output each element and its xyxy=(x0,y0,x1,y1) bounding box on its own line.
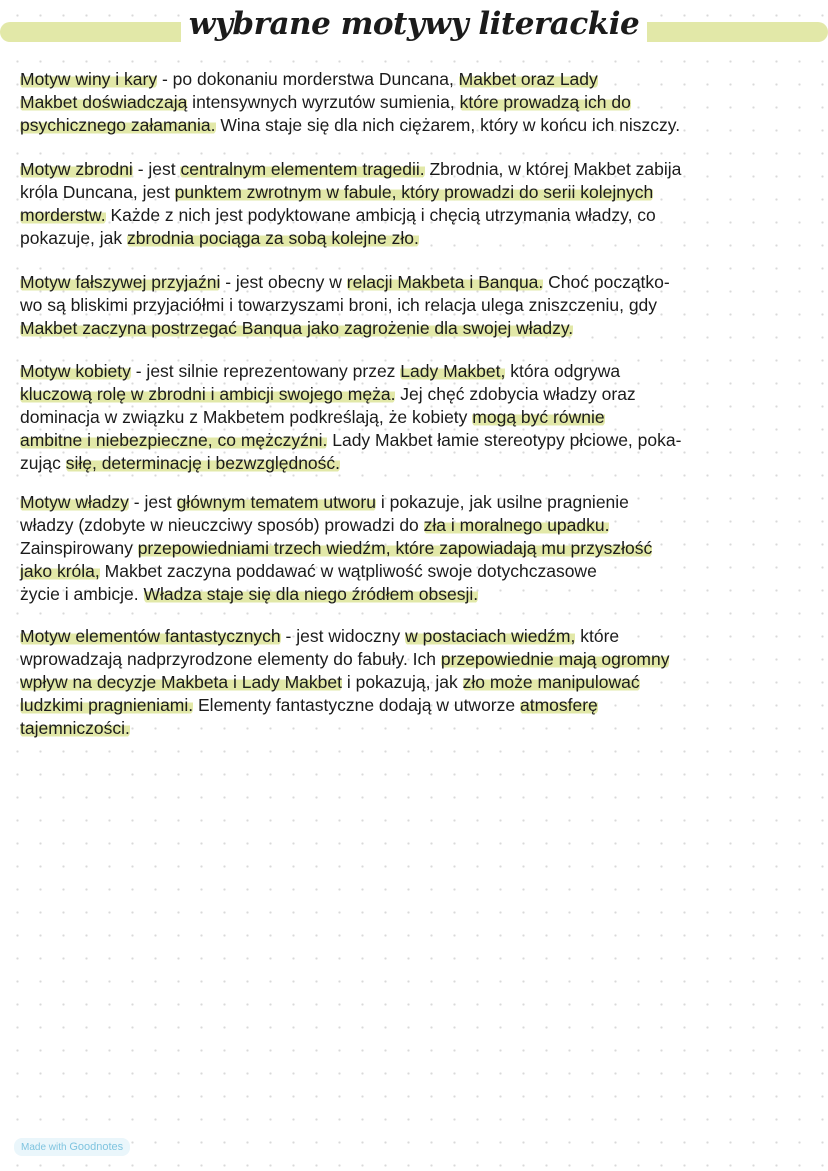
paragraph-false-friendship xyxy=(20,271,820,340)
highlighted-text: siłę, determinację i bezwzględność. xyxy=(65,453,341,473)
page-title xyxy=(0,6,828,42)
text-line xyxy=(20,383,820,406)
highlighted-text: ambitne i niebezpieczne, co mężczyźni. xyxy=(20,430,328,450)
text-segment: dominacja w związku z Makbetem podkreślają, że kobiety xyxy=(20,407,473,427)
text-line xyxy=(20,625,820,648)
highlighted-text: centralnym elementem tragedii. xyxy=(180,159,425,179)
made-with-label: Made with xyxy=(21,1142,67,1153)
text-segment: Makbet zaczyna poddawać w wątpliwość swoje dotychczasowe xyxy=(99,561,597,581)
text-segment: Elementy fantastyczne dodają w utworze xyxy=(193,695,520,715)
highlighted-text: relacji Makbeta i Banqua. xyxy=(346,272,544,292)
text-segment: Choć początko- xyxy=(543,272,670,292)
highlighted-text: jako króla, xyxy=(20,561,100,581)
highlighted-text: zła i moralnego upadku. xyxy=(423,515,610,535)
text-line xyxy=(20,452,820,475)
text-segment: - jest xyxy=(132,159,181,179)
text-line xyxy=(20,717,820,740)
highlighted-text: punktem zwrotnym w fabule, który prowadzi do serii kolejnych xyxy=(174,182,654,202)
highlighted-text: przepowiednie mają ogromny xyxy=(440,649,670,669)
text-segment: - jest widoczny xyxy=(280,626,406,646)
highlighted-text: kluczową rolę w zbrodni i ambicji swojego męża. xyxy=(20,384,396,404)
text-segment: Zbrodnia, w której Makbet zabija xyxy=(424,159,682,179)
text-segment: i pokazują, jak xyxy=(341,672,463,692)
text-segment: - jest obecny w xyxy=(220,272,347,292)
text-line xyxy=(20,491,820,514)
highlighted-text: Motyw zbrodni xyxy=(20,159,133,179)
text-segment: Każde z nich jest podyktowane ambicją i chęcią utrzymania władzy, co xyxy=(105,205,656,225)
highlighted-text: Lady Makbet, xyxy=(400,361,506,381)
highlighted-text: głównym tematem utworu xyxy=(176,492,376,512)
highlighted-text: morderstw. xyxy=(20,205,106,225)
text-line xyxy=(20,360,820,383)
paragraph-guilt xyxy=(20,68,820,137)
text-segment: - jest silnie reprezentowany przez xyxy=(130,361,401,381)
text-segment: pokazuje, jak xyxy=(20,228,128,248)
text-line xyxy=(20,694,820,717)
highlighted-text: Makbet oraz Lady xyxy=(458,69,598,89)
text-segment: która odgrywa xyxy=(505,361,621,381)
text-line xyxy=(20,91,820,114)
highlighted-text: tajemniczości. xyxy=(20,718,130,738)
text-segment: - jest xyxy=(128,492,177,512)
text-segment: wo są bliskimi przyjaciółmi i towarzyszami broni, ich relacja ulega zniszczeniu, gdy xyxy=(20,295,658,315)
brand-label: Goodnotes xyxy=(69,1141,124,1153)
text-line xyxy=(20,294,820,317)
highlighted-text: Motyw fałszywej przyjaźni xyxy=(20,272,221,292)
text-line xyxy=(20,429,820,452)
text-segment: Wina staje się dla nich ciężarem, który w końcu ich niszczy. xyxy=(215,115,681,135)
highlighted-text: zbrodnia pociąga za sobą kolejne zło. xyxy=(127,228,419,248)
text-line xyxy=(20,648,820,671)
highlighted-text: które prowadzą ich do xyxy=(459,92,631,112)
text-line xyxy=(20,158,820,181)
highlighted-text: Makbet doświadczają xyxy=(20,92,188,112)
text-segment: wprowadzają nadprzyrodzone elementy do fabuły. Ich xyxy=(20,649,441,669)
text-segment: życie i ambicje. xyxy=(20,584,144,604)
highlighted-text: atmosferę xyxy=(519,695,598,715)
text-segment: które xyxy=(575,626,620,646)
text-segment: - po dokonaniu morderstwa Duncana, xyxy=(157,69,459,89)
paragraph-fantastic xyxy=(20,625,820,740)
highlighted-text: psychicznego załamania. xyxy=(20,115,216,135)
highlighted-text: wpływ na decyzje Makbeta i Lady Makbet xyxy=(20,672,342,692)
paragraph-power xyxy=(20,491,820,606)
text-segment: i pokazuje, jak usilne pragnienie xyxy=(375,492,629,512)
page-title-text: wybrane motywy literackie xyxy=(181,6,648,42)
highlighted-text: ludzkimi pragnieniami. xyxy=(20,695,194,715)
text-segment: Zainspirowany xyxy=(20,538,138,558)
highlighted-text: w postaciach wiedźm, xyxy=(405,626,576,646)
text-line xyxy=(20,204,820,227)
highlighted-text: Motyw władzy xyxy=(20,492,129,512)
text-line xyxy=(20,227,820,250)
text-segment: króla Duncana, jest xyxy=(20,182,175,202)
text-line xyxy=(20,671,820,694)
paragraph-crime xyxy=(20,158,820,250)
highlighted-text: Motyw kobiety xyxy=(20,361,131,381)
highlighted-text: Motyw elementów fantastycznych xyxy=(20,626,281,646)
paragraph-woman xyxy=(20,360,820,475)
highlighted-text: mogą być równie xyxy=(472,407,605,427)
text-line xyxy=(20,537,820,560)
goodnotes-badge[interactable] xyxy=(14,1138,130,1156)
text-line xyxy=(20,560,820,583)
text-segment: zując xyxy=(20,453,66,473)
text-line xyxy=(20,317,820,340)
text-line xyxy=(20,406,820,429)
text-segment: władzy (zdobyte w nieuczciwy sposób) prowadzi do xyxy=(20,515,424,535)
highlighted-text: Makbet zaczyna postrzegać Banqua jako zagrożenie dla swojej władzy. xyxy=(20,318,574,338)
highlighted-text: Władza staje się dla niego źródłem obsesji. xyxy=(143,584,479,604)
highlighted-text: zło może manipulować xyxy=(462,672,640,692)
text-line xyxy=(20,271,820,294)
text-segment: Lady Makbet łamie stereotypy płciowe, poka- xyxy=(327,430,682,450)
text-line xyxy=(20,583,820,606)
highlighted-text: Motyw winy i kary xyxy=(20,69,158,89)
text-segment: intensywnych wyrzutów sumienia, xyxy=(187,92,460,112)
text-line xyxy=(20,514,820,537)
text-line xyxy=(20,114,820,137)
highlighted-text: przepowiedniami trzech wiedźm, które zapowiadają mu przyszłość xyxy=(137,538,653,558)
text-segment: Jej chęć zdobycia władzy oraz xyxy=(395,384,636,404)
text-line xyxy=(20,68,820,91)
text-line xyxy=(20,181,820,204)
